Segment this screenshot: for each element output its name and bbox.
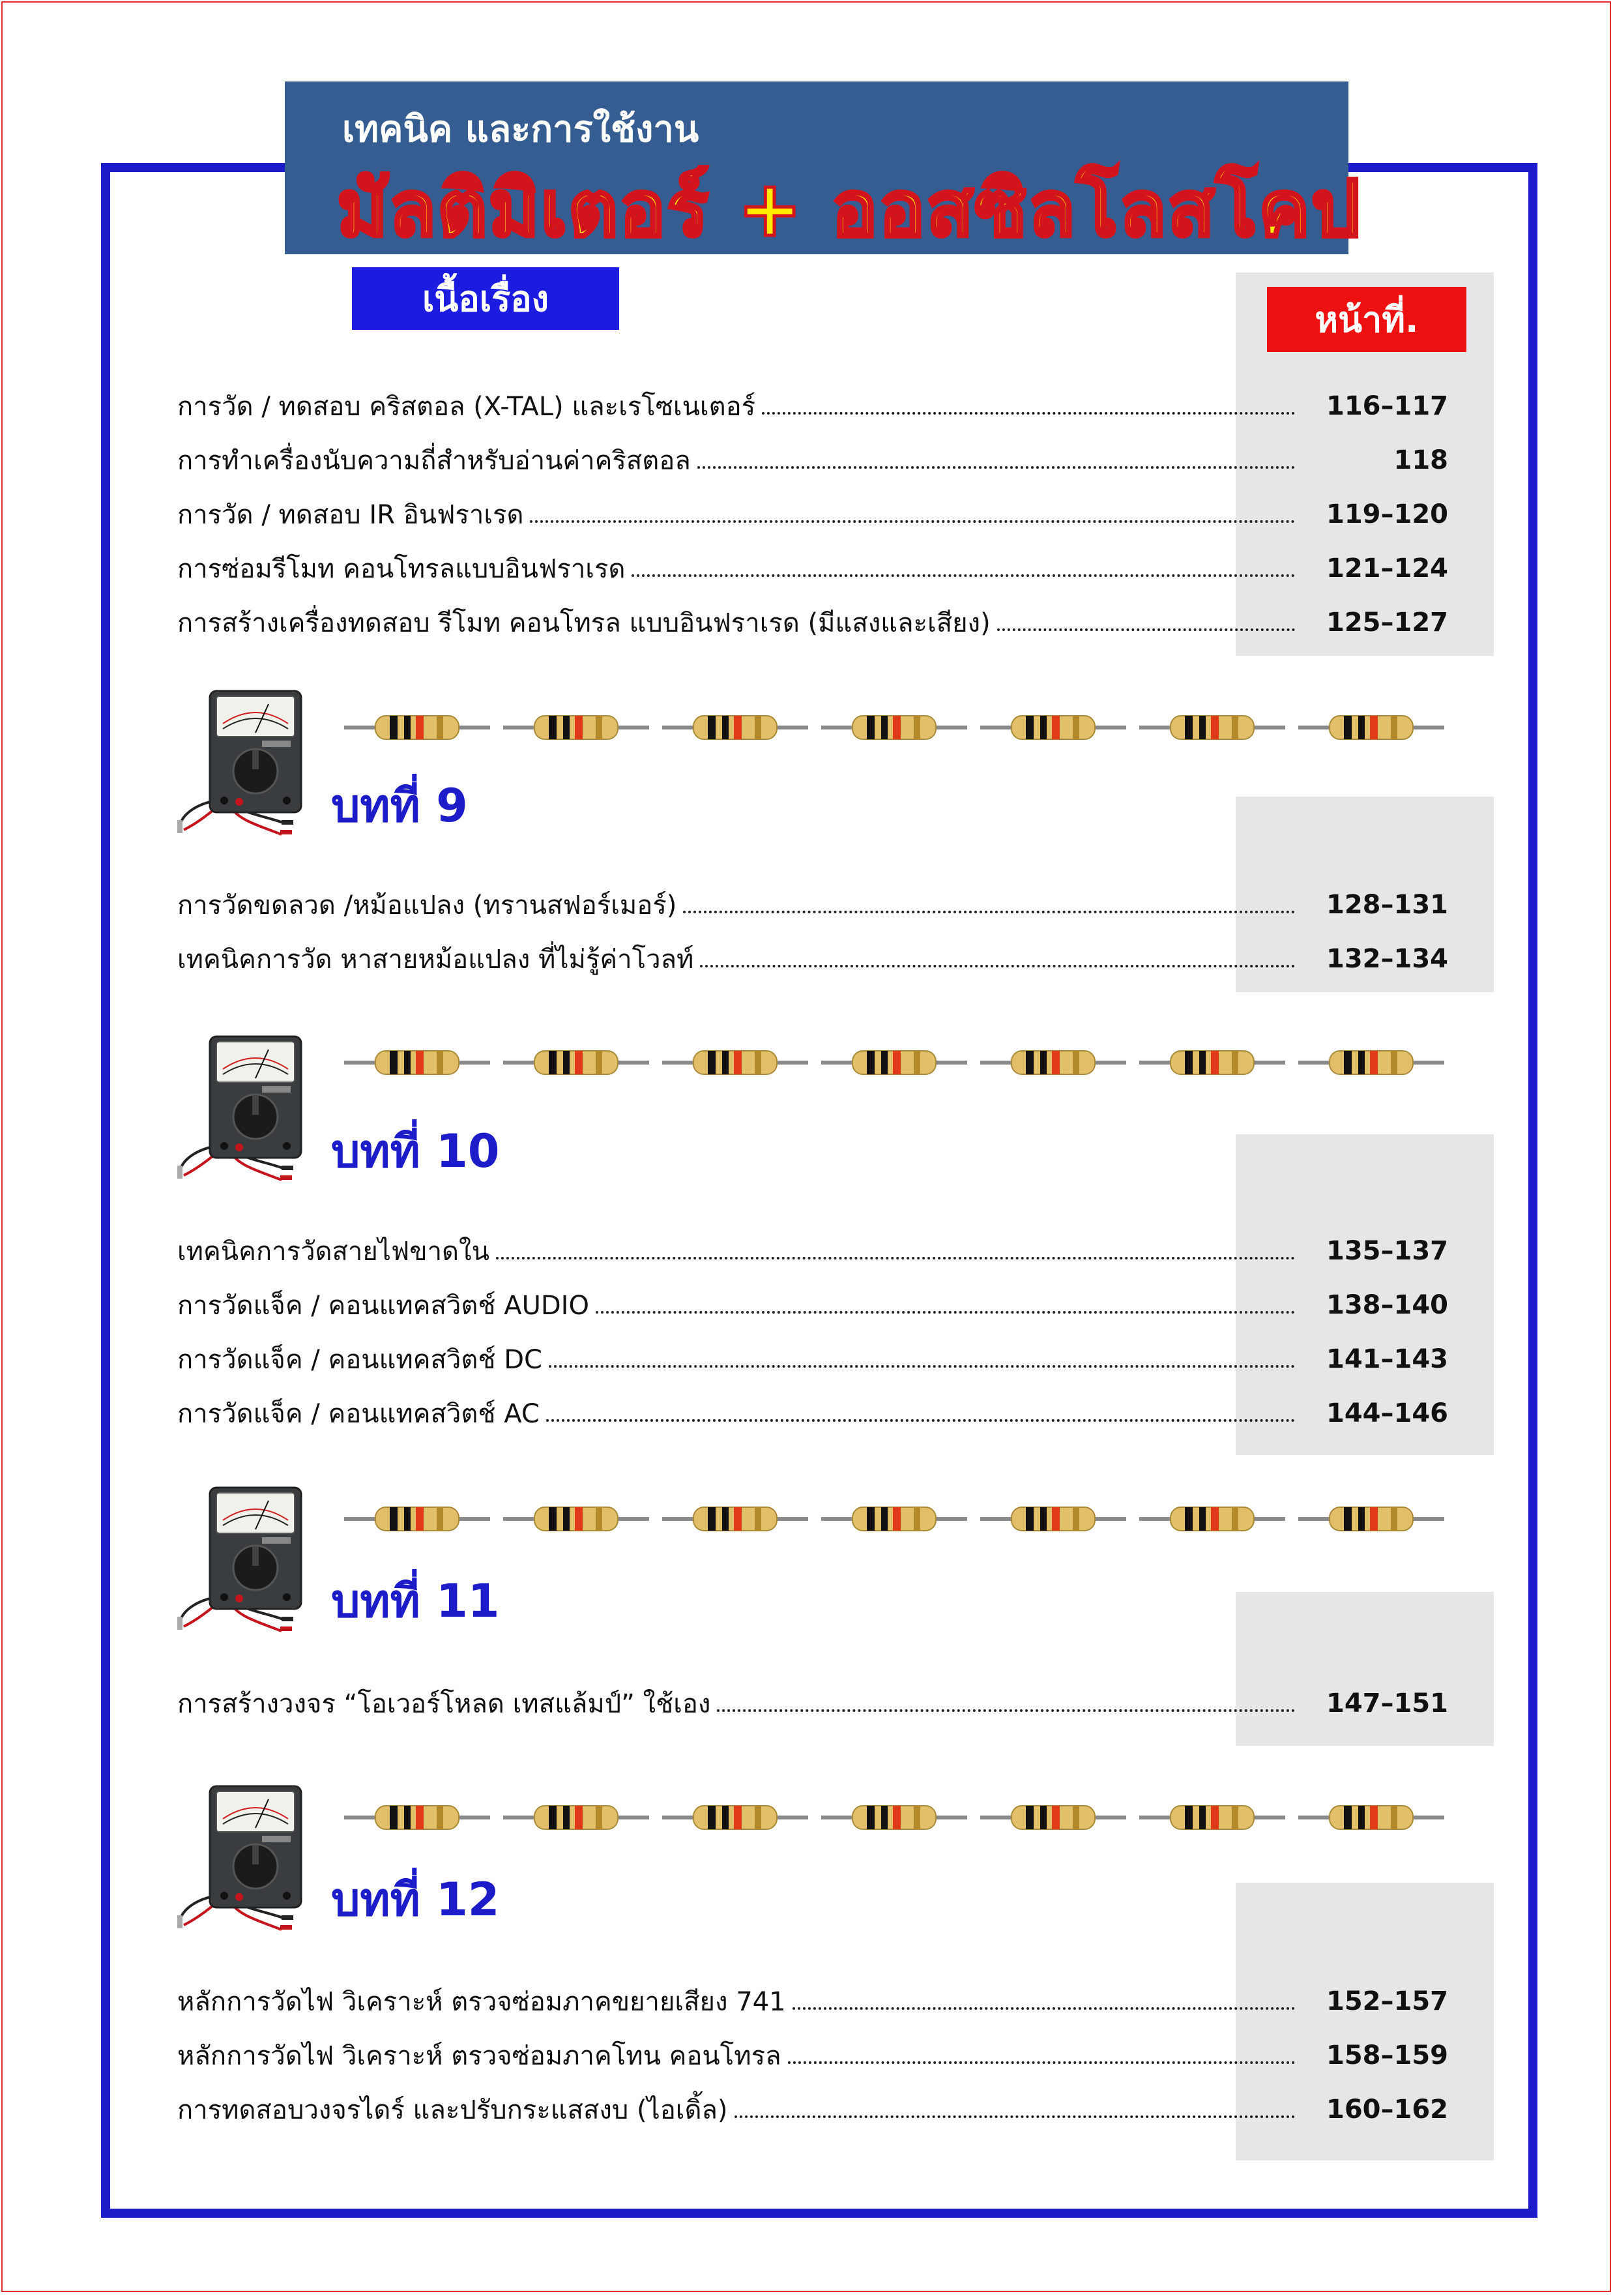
dot-leader	[683, 911, 1295, 913]
header-banner	[285, 81, 1361, 254]
entry-title: การวัดขดลวด /หม้อแปลง (ทรานสฟอร์เมอร์)	[177, 890, 677, 920]
dot-leader	[546, 1419, 1295, 1422]
toc-entry	[177, 1391, 1448, 1436]
resistor-icon	[980, 1499, 1126, 1538]
resistor-divider	[344, 1499, 1448, 1538]
entry-title: การวัดแจ็ค / คอนแทคสวิตช์ DC	[177, 1345, 542, 1375]
resistor-icon	[662, 708, 808, 747]
entry-title: การวัด / ทดสอบ IR อินฟราเรด	[177, 500, 524, 530]
entry-pages: 121–124	[1326, 553, 1448, 583]
resistor-icon	[821, 1043, 967, 1082]
header-subtitle: เทคนิค และการใช้งาน	[342, 108, 699, 151]
toc-entry	[177, 437, 1448, 483]
chapter-heading: บทที่ 10	[331, 1125, 500, 1178]
entry-pages: 141–143	[1326, 1344, 1448, 1374]
toc-entry	[177, 1228, 1448, 1274]
dot-leader	[793, 2007, 1295, 2010]
resistor-icon	[821, 1798, 967, 1837]
entry-title: การทำเครื่องนับความถี่สำหรับอ่านค่าคริสตอล	[177, 446, 691, 476]
entry-title: เทคนิคการวัดสายไฟขาดใน	[177, 1237, 489, 1267]
dot-leader	[697, 466, 1295, 469]
multimeter-icon	[171, 1486, 308, 1643]
resistor-icon	[344, 1798, 490, 1837]
entry-pages: 125–127	[1326, 608, 1448, 638]
dot-leader	[530, 520, 1295, 523]
dot-leader	[997, 628, 1295, 631]
entry-pages: 119–120	[1326, 499, 1448, 529]
resistor-icon	[1298, 1499, 1444, 1538]
resistor-icon	[503, 1043, 649, 1082]
resistor-icon	[980, 708, 1126, 747]
dot-leader	[596, 1311, 1295, 1314]
resistor-icon	[662, 1499, 808, 1538]
toc-entry	[177, 936, 1448, 982]
entry-pages: 118	[1393, 445, 1448, 475]
header-title: มัลติมิเตอร์ + ออสซิลโลสโคป	[337, 164, 1361, 254]
entry-pages: 144–146	[1326, 1398, 1448, 1428]
entry-title: การสร้างเครื่องทดสอบ รีโมท คอนโทรล แบบอินฟราเรด (มีแสงและเสียง)	[177, 608, 991, 638]
resistor-icon	[344, 1499, 490, 1538]
entry-pages: 160–162	[1326, 2095, 1448, 2125]
entry-pages: 128–131	[1326, 890, 1448, 920]
toc-entry	[177, 383, 1448, 429]
dot-leader	[735, 2115, 1295, 2118]
resistor-divider	[344, 1043, 1448, 1082]
resistor-icon	[662, 1798, 808, 1837]
resistor-icon	[1298, 1798, 1444, 1837]
resistor-divider	[344, 708, 1448, 747]
toc-entry	[177, 492, 1448, 537]
chapter-heading: บทที่ 9	[331, 779, 468, 832]
dot-leader	[549, 1365, 1295, 1368]
toc-entry	[177, 1979, 1448, 2024]
resistor-icon	[980, 1798, 1126, 1837]
dot-leader	[717, 1709, 1295, 1712]
chapter-heading: บทที่ 11	[331, 1574, 500, 1628]
resistor-icon	[1139, 1499, 1285, 1538]
resistor-icon	[821, 708, 967, 747]
entry-pages: 152–157	[1326, 1986, 1448, 2016]
entry-pages: 147–151	[1326, 1688, 1448, 1718]
entry-pages: 135–137	[1326, 1236, 1448, 1266]
multimeter-icon	[171, 690, 308, 846]
entry-title: การวัดแจ็ค / คอนแทคสวิตช์ AC	[177, 1399, 540, 1429]
resistor-icon	[1139, 708, 1285, 747]
dot-leader	[632, 574, 1295, 577]
multimeter-icon	[171, 1035, 308, 1192]
entry-title: หลักการวัดไฟ วิเคราะห์ ตรวจซ่อมภาคขยายเสียง 741	[177, 1987, 786, 2017]
resistor-icon	[344, 1043, 490, 1082]
toc-entry	[177, 2033, 1448, 2078]
resistor-icon	[1139, 1798, 1285, 1837]
resistor-icon	[980, 1043, 1126, 1082]
toc-entry	[177, 600, 1448, 645]
entry-pages: 116–117	[1326, 391, 1448, 421]
toc-entry	[177, 2087, 1448, 2132]
toc-entry	[177, 1681, 1448, 1726]
resistor-icon	[503, 708, 649, 747]
toc-entry	[177, 1282, 1448, 1328]
resistor-icon	[1298, 708, 1444, 747]
resistor-divider	[344, 1798, 1448, 1837]
toc-entry	[177, 882, 1448, 928]
entry-title: การวัด / ทดสอบ คริสตอล (X-TAL) และเรโซเนเตอร์	[177, 392, 756, 422]
entry-pages: 132–134	[1326, 944, 1448, 974]
dot-leader	[700, 965, 1295, 967]
entry-title: หลักการวัดไฟ วิเคราะห์ ตรวจซ่อมภาคโทน คอนโทรล	[177, 2041, 781, 2071]
entry-title: การทดสอบวงจรไดร์ และปรับกระแสสงบ (ไอเดิ้ล)	[177, 2095, 728, 2125]
resistor-icon	[1298, 1043, 1444, 1082]
entry-pages: 138–140	[1326, 1290, 1448, 1320]
resistor-icon	[344, 708, 490, 747]
entry-title: การวัดแจ็ค / คอนแทคสวิตช์ AUDIO	[177, 1291, 589, 1321]
multimeter-icon	[171, 1785, 308, 1941]
resistor-icon	[1139, 1043, 1285, 1082]
toc-entry	[177, 1336, 1448, 1382]
resistor-icon	[503, 1499, 649, 1538]
toc-label: เนื้อเรื่อง	[352, 267, 619, 330]
page-label: หน้าที่.	[1267, 287, 1466, 352]
dot-leader	[496, 1257, 1295, 1259]
resistor-icon	[662, 1043, 808, 1082]
dot-leader	[762, 412, 1295, 415]
entry-title: การสร้างวงจร “โอเวอร์โหลด เทสแล้มป์” ใช้เอง	[177, 1689, 711, 1719]
dot-leader	[788, 2061, 1295, 2064]
entry-title: เทคนิคการวัด หาสายหม้อแปลง ที่ไม่รู้ค่าโวลท์	[177, 945, 694, 975]
toc-entry	[177, 546, 1448, 591]
chapter-heading: บทที่ 12	[331, 1873, 500, 1926]
entry-pages: 158–159	[1326, 2040, 1448, 2070]
resistor-icon	[821, 1499, 967, 1538]
resistor-icon	[503, 1798, 649, 1837]
entry-title: การซ่อมรีโมท คอนโทรลแบบอินฟราเรด	[177, 554, 626, 584]
